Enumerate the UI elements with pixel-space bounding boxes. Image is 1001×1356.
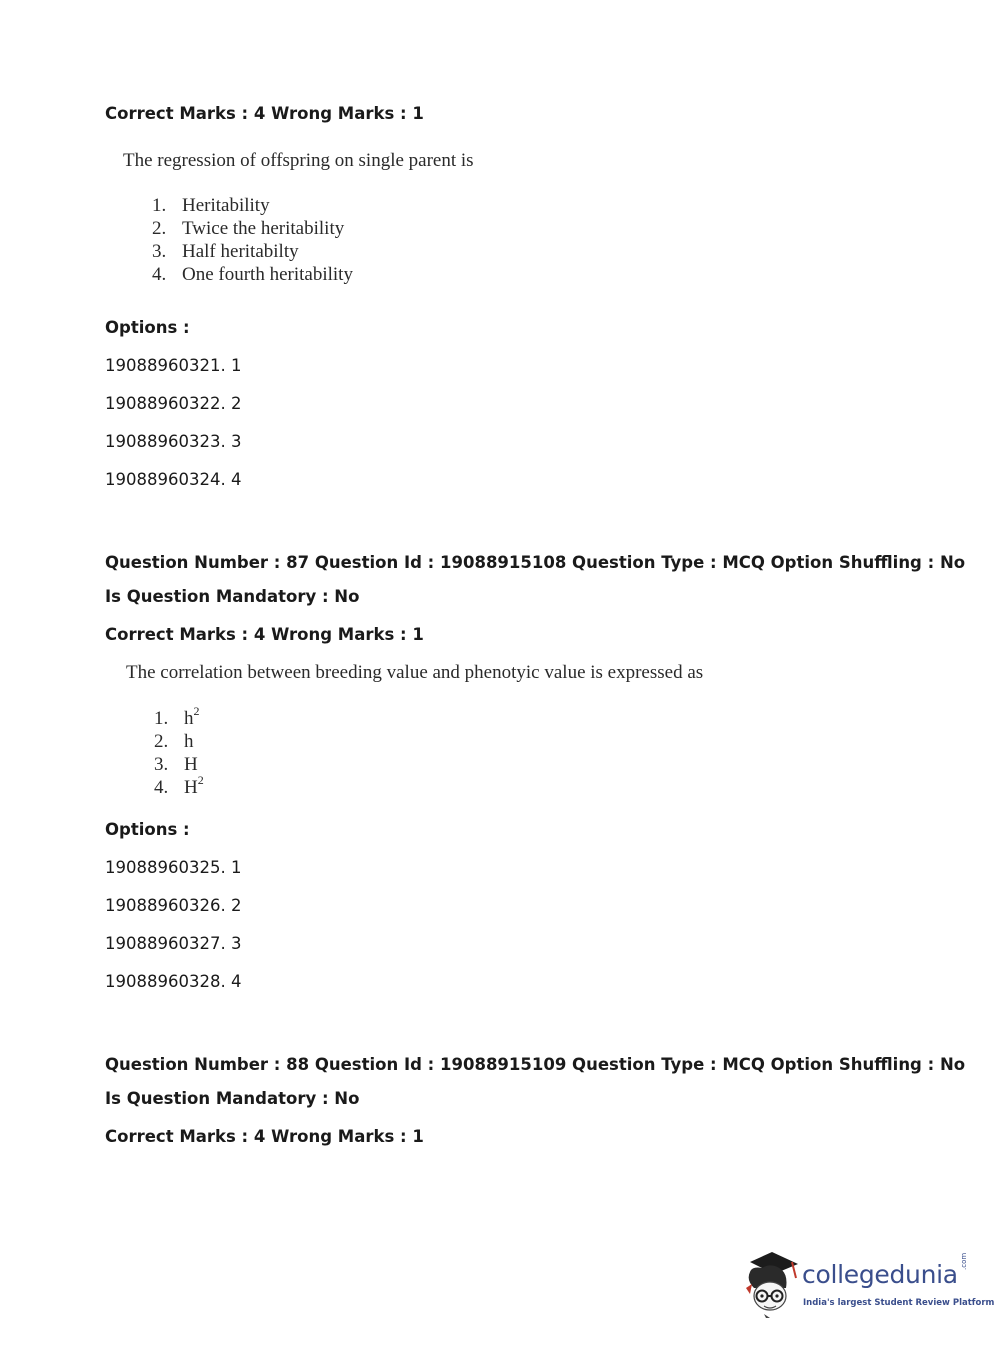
option-item: 19088960322. 2: [105, 394, 242, 413]
question-header: Question Number : 88 Question Id : 19088915109 Question Type : MCQ Option Shuffling : No: [105, 1055, 966, 1074]
choice-item: 1. $h^2$: [154, 703, 200, 729]
options-label: Options :: [105, 820, 190, 839]
options-label: Options :: [105, 318, 190, 337]
choice-item: 2. h: [154, 731, 194, 752]
question-header: Question Number : 87 Question Id : 19088915108 Question Type : MCQ Option Shuffling : No: [105, 553, 966, 572]
option-item: 19088960328. 4: [105, 972, 242, 991]
option-item: 19088960323. 3: [105, 432, 242, 451]
mandatory-line: Is Question Mandatory : No: [105, 1089, 360, 1108]
choice-item: 2. Twice the heritability: [152, 218, 345, 239]
option-item: 19088960321. 1: [105, 356, 242, 375]
question-text: The correlation between breeding value and phenotyic value is expressed as: [126, 662, 704, 683]
option-item: 19088960325. 1: [105, 858, 242, 877]
option-item: 19088960324. 4: [105, 470, 242, 489]
choice-item: 4. One fourth heritability: [152, 264, 353, 285]
collegedunia-logo: [742, 1248, 995, 1318]
marks-line: Correct Marks : 4 Wrong Marks : 1: [105, 104, 424, 123]
choice-item: 3. Half heritabilty: [152, 241, 299, 262]
logo-tagline: India's largest Student Review Platform: [803, 1298, 995, 1308]
choice-item: 4. $H^2$: [154, 772, 204, 798]
logo-com: .com: [960, 1252, 968, 1270]
question-text: The regression of offspring on single parent is: [123, 150, 474, 171]
mandatory-line: Is Question Mandatory : No: [105, 587, 360, 606]
option-item: 19088960326. 2: [105, 896, 242, 915]
option-item: 19088960327. 3: [105, 934, 242, 953]
marks-line: Correct Marks : 4 Wrong Marks : 1: [105, 1127, 424, 1146]
mascot-icon: [742, 1248, 802, 1318]
choice-item: 3. H: [154, 754, 198, 775]
marks-line: Correct Marks : 4 Wrong Marks : 1: [105, 625, 424, 644]
choice-item: 1. Heritability: [152, 195, 270, 216]
logo-wordmark: collegedunia: [802, 1260, 958, 1289]
